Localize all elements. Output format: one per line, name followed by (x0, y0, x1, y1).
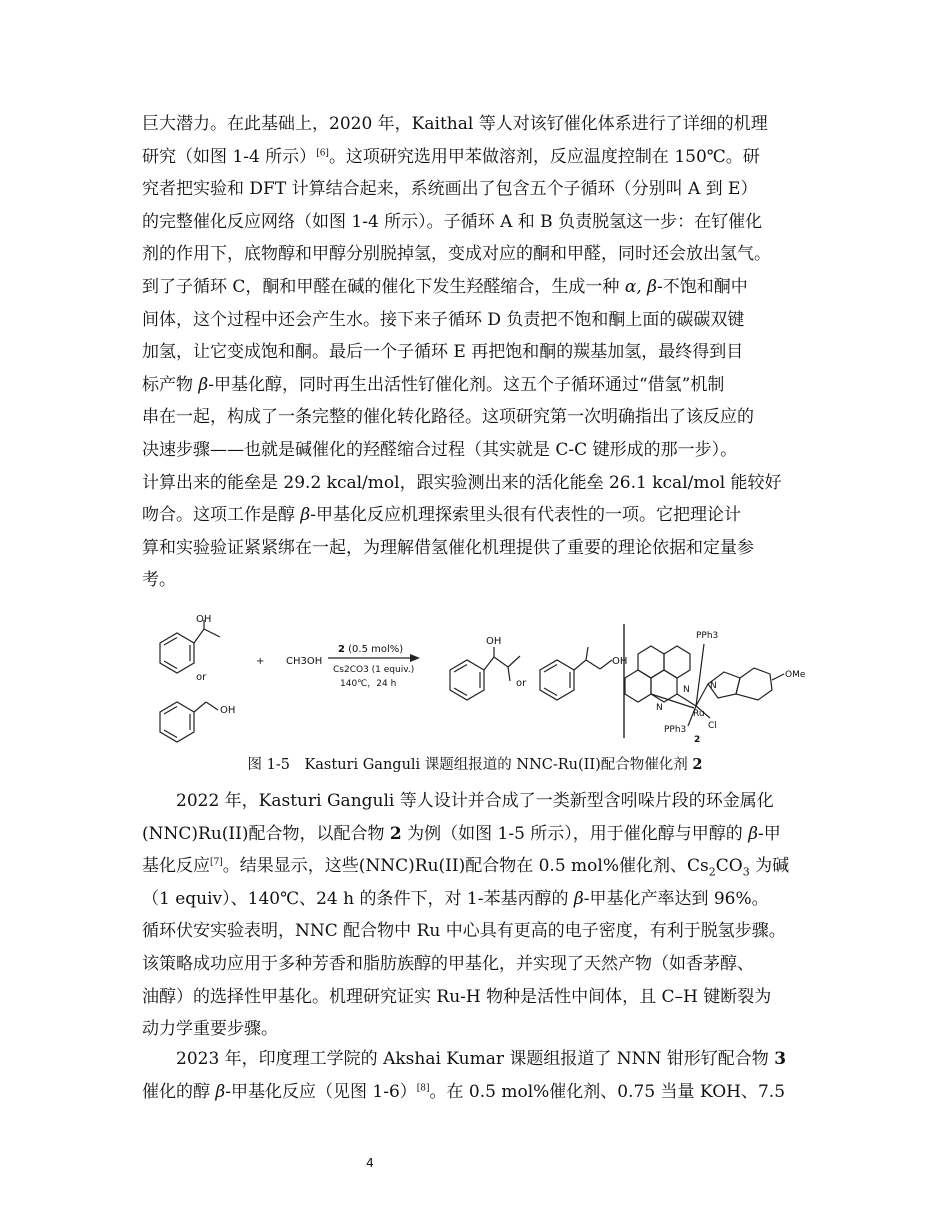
text-line: 基化反应[7]。结果显示，这些(NNC)Ru(II)配合物在 0.5 mol%催化剂、$Cs_2CO_3$ 为碱 (142, 856, 790, 879)
text-line: 标产物 β-甲基化醇，同时再生出活性钌催化剂。这五个子循环通过“借氢”机制 (142, 374, 725, 395)
paragraph-mechanism (142, 108, 808, 597)
label-n: N (683, 685, 690, 695)
text-line: 到了子循环 C，酮和甲醛在碱的催化下发生羟醛缩合，生成一种 α, β-不饱和酮中 (142, 276, 748, 297)
text-line: 2023 年，印度理工学院的 Akshai Kumar 课题组报道了 NNN 钳形钌配合物 3 (176, 1049, 787, 1069)
label-ru: Ru (693, 709, 705, 719)
text-line: 决速步骤——也就是碱催化的羟醛缩合过程（其实就是 C-C 键形成的那一步）。 (142, 439, 738, 460)
citation-ref[interactable]: [8] (416, 1082, 430, 1093)
label-plus: + (256, 656, 265, 667)
label-oh: OH (220, 705, 236, 716)
paragraph-kumar (142, 1043, 808, 1108)
label-pph3: PPh3 (664, 725, 687, 735)
citation-ref[interactable]: [6] (316, 147, 329, 158)
text-line: 剂的作用下，底物醇和甲醇分别脱掉氢，变成对应的酮和甲醛，同时还会放出氢气。 (142, 244, 771, 265)
text-line: （1 equiv）、140℃、24 h 的条件下，对 1-苯基丙醇的 β-甲基化产率达到 96%。 (142, 888, 769, 909)
text-line: 油醇）的选择性甲基化。机理研究证实 Ru-H 物种是活性中间体，且 C–H 键断裂为 (142, 986, 772, 1007)
text-line: 该策略成功应用于多种芳香和脂肪族醇的甲基化，并实现了天然产物（如香茅醇、 (142, 953, 754, 974)
text-line: 2022 年，Kasturi Ganguli 等人设计并合成了一类新型含吲哚片段的环金属化 (176, 791, 774, 811)
reaction-scheme-figure (148, 614, 812, 744)
arrow-condition-temp: 140℃，24 h (340, 679, 397, 689)
text-line: 催化的醇 β-甲基化反应（见图 1-6）[8]。在 0.5 mol%催化剂、0.75 当量 KOH、7.5 (142, 1081, 786, 1102)
page-number: 4 (366, 1156, 374, 1170)
benzene-ring (450, 660, 484, 700)
text-line: 加氢，让它变成饱和酮。最后一个子循环 E 再把饱和酮的羰基加氢，最终得到目 (142, 342, 744, 363)
arrow-condition-catalyst: 2 (0.5 mol%) (338, 644, 404, 655)
text-line: 算和实验验证紧紧绑在一起，为理解借氢催化机理提供了重要的理论依据和定量参 (142, 537, 754, 558)
figure-caption: 图 1-5 Kasturi Ganguli 课题组报道的 NNC-Ru(II)配合物催化剂 2 (247, 756, 703, 773)
text-line: 计算出来的能垒是 29.2 kcal/mol，跟实验测出来的活化能垒 26.1 kcal/mol 能较好 (142, 472, 782, 493)
label-oh: OH (196, 614, 212, 625)
citation-ref[interactable]: [7] (210, 857, 223, 868)
label-n: N (656, 703, 663, 713)
benzene-ring (160, 633, 194, 673)
text-line: 究者把实验和 DFT 计算结合起来，系统画出了包含五个子循环（分别叫 A 到 E） (142, 179, 758, 200)
compound-number: 2 (694, 735, 701, 744)
text-line: 串在一起，构成了一条完整的催化转化路径。这项研究第一次明确指出了该反应的 (142, 407, 754, 428)
label-cl: Cl (708, 721, 717, 731)
label-or: or (196, 672, 207, 683)
arrow-condition-base: Cs2CO3 (1 equiv.) (333, 665, 415, 675)
text-line: 的完整催化反应网络（如图 1-4 所示）。子循环 A 和 B 负责脱氢这一步：在钌催化 (142, 211, 763, 232)
label-n: N (710, 681, 717, 691)
text-line: 研究（如图 1-4 所示）[6]。这项研究选用甲苯做溶剂，反应温度控制在 150℃。研 (142, 146, 760, 167)
text-line: 间体，这个过程中还会产生水。接下来子循环 D 负责把不饱和酮上面的碳碳双键 (142, 309, 745, 330)
text-line: 考。 (142, 570, 176, 591)
label-pph3: PPh3 (696, 631, 719, 641)
paragraph-ganguli (142, 785, 808, 1046)
benzene-ring (540, 660, 574, 700)
label-ome: OMe (785, 670, 806, 680)
label-or: or (516, 678, 527, 689)
text-line: 巨大潜力。在此基础上，2020 年，Kaithal 等人对该钌催化体系进行了详细的机理 (142, 114, 768, 134)
reaction-scheme-svg (148, 614, 812, 744)
text-line: 吻合。这项工作是醇 β-甲基化反应机理探索里头很有代表性的一项。它把理论计 (142, 505, 741, 526)
label-oh: OH (486, 636, 502, 647)
benzene-ring (160, 702, 194, 742)
text-line: 循环伏安实验表明，NNC 配合物中 Ru 中心具有更高的电子密度，有利于脱氢步骤。 (142, 921, 786, 942)
text-line: 动力学重要步骤。 (142, 1019, 278, 1040)
text-line: (NNC)Ru(II)配合物，以配合物 2 为例（如图 1-5 所示），用于催化醇与甲醇的 β-甲 (142, 823, 781, 844)
label-methanol: CH3OH (286, 656, 323, 667)
label-oh: OH (612, 656, 628, 667)
